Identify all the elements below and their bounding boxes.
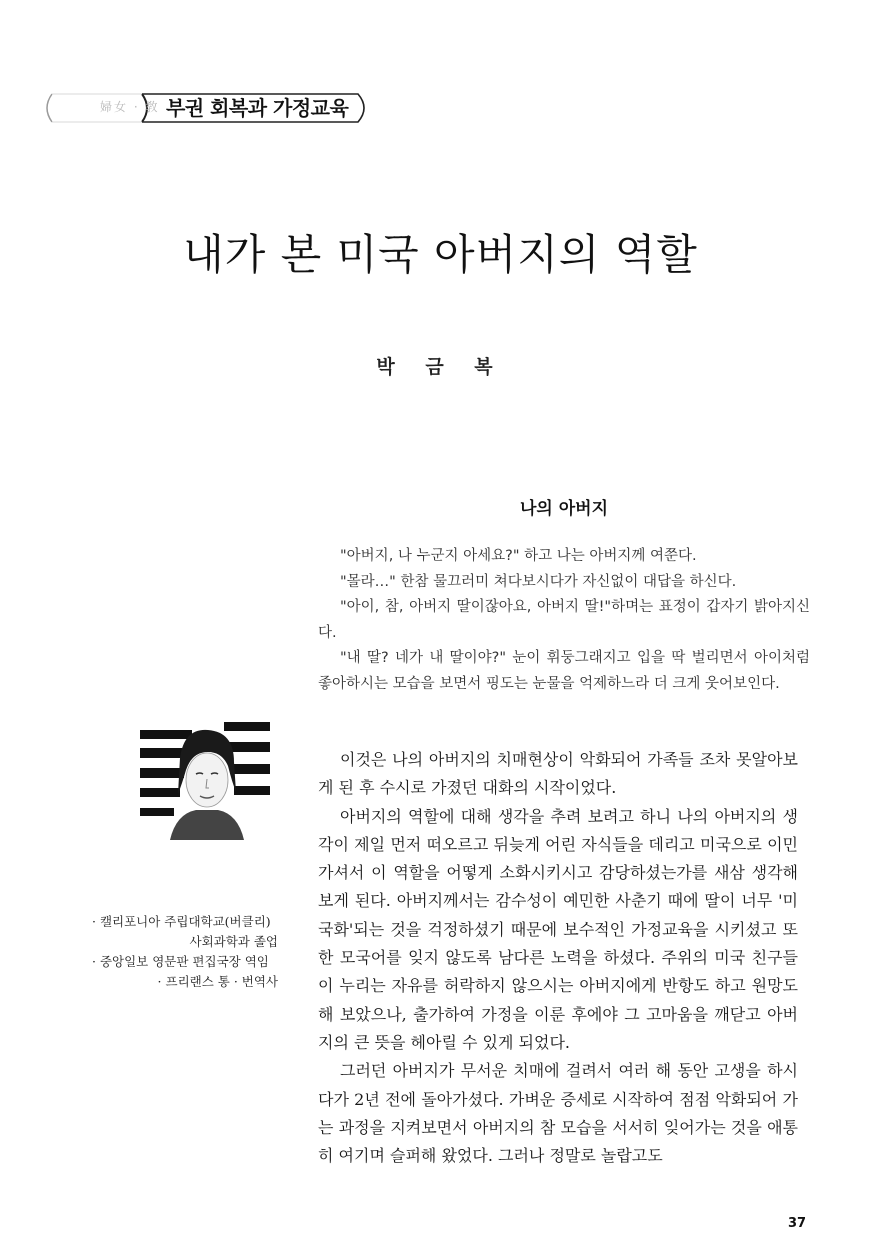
bio-line: · 프리랜스 통 · 번역사	[157, 974, 278, 989]
body-paragraph: 그러던 아버지가 무서운 치매에 걸려서 여러 해 동안 고생을 하시다가 2년 전에 돌아가셨다. 가벼운 증세로 시작하여 점점 악화되어 가는 과정을 지켜보면서 아버지의 참 모습을 서서히 잊어가는 것을 애통히 여기며 슬퍼해 왔었다. 그러나 정말로 놀랍고도	[318, 1061, 798, 1166]
body-paragraph: 이것은 나의 아버지의 치매현상이 악화되어 가족들 조차 못알아보게 된 후 수시로 가졌던 대화의 시작이었다.	[318, 750, 798, 798]
dialogue-line: "아이, 참, 아버지 딸이잖아요, 아버지 딸!"하며는 표정이 갑자기 밝아지신다.	[318, 599, 810, 641]
dialogue-block	[318, 544, 810, 697]
article-title: 내가 본 미국 아버지의 역할	[183, 230, 698, 279]
author-bio	[92, 912, 278, 992]
bio-line: 사회과학과 졸업	[189, 934, 278, 949]
bio-line: · 캘리포니아 주립대학교(버클리)	[92, 914, 271, 929]
header-section-title: 부권 회복과 가정교육	[166, 96, 349, 120]
article-author: 박 금 복	[376, 356, 505, 378]
header-faded-label: 婦女 · 敎	[100, 100, 160, 114]
section-heading: 나의 아버지	[520, 499, 609, 519]
author-photo	[140, 722, 270, 840]
body-paragraph: 아버지의 역할에 대해 생각을 추려 보려고 하니 나의 아버지의 생각이 제일 먼저 떠오르고 뒤늦게 어린 자식들을 데리고 미국으로 이민가셔서 이 역할을 어떻게 소화시키시고 감당하셨는가를 새삼 생각해 보게 된다. 아버지께서는 감수성이 예민한 사춘기 때에 딸이 너무 '미국화'되는 것을 걱정하셨기 때문에 보수적인 가정교육을 시키셨고 또한 모국어를 잊지 않도록 남다른 노력을 하셨다. 주위의 미국 친구들이 누리는 자유를 허락하지 않으시는 아버지에게 반항도 하고 원망도 해 보았으나, 출가하여 가정을 이룬 후에야 그 고마움을 깨닫고 아버지의 큰 뜻을 헤아릴 수 있게 되었다.	[318, 806, 798, 1052]
dialogue-line: "몰라…" 한참 물끄러미 쳐다보시다가 자신없이 대답을 하신다.	[340, 573, 737, 590]
dialogue-line: "내 딸? 네가 내 딸이야?" 눈이 휘둥그래지고 입을 딱 벌리면서 아이처럼 좋아하시는 모습을 보면서 핑도는 눈물을 억제하느라 더 크게 웃어보인다.	[318, 650, 810, 692]
article-body	[318, 746, 798, 1170]
dialogue-line: "아버지, 나 누군지 아세요?" 하고 나는 아버지께 여쭌다.	[340, 548, 697, 564]
page-number: 37	[788, 1216, 807, 1231]
section-header-tab	[40, 88, 370, 128]
bio-line: · 중앙일보 영문판 편집국장 역임	[92, 954, 269, 969]
